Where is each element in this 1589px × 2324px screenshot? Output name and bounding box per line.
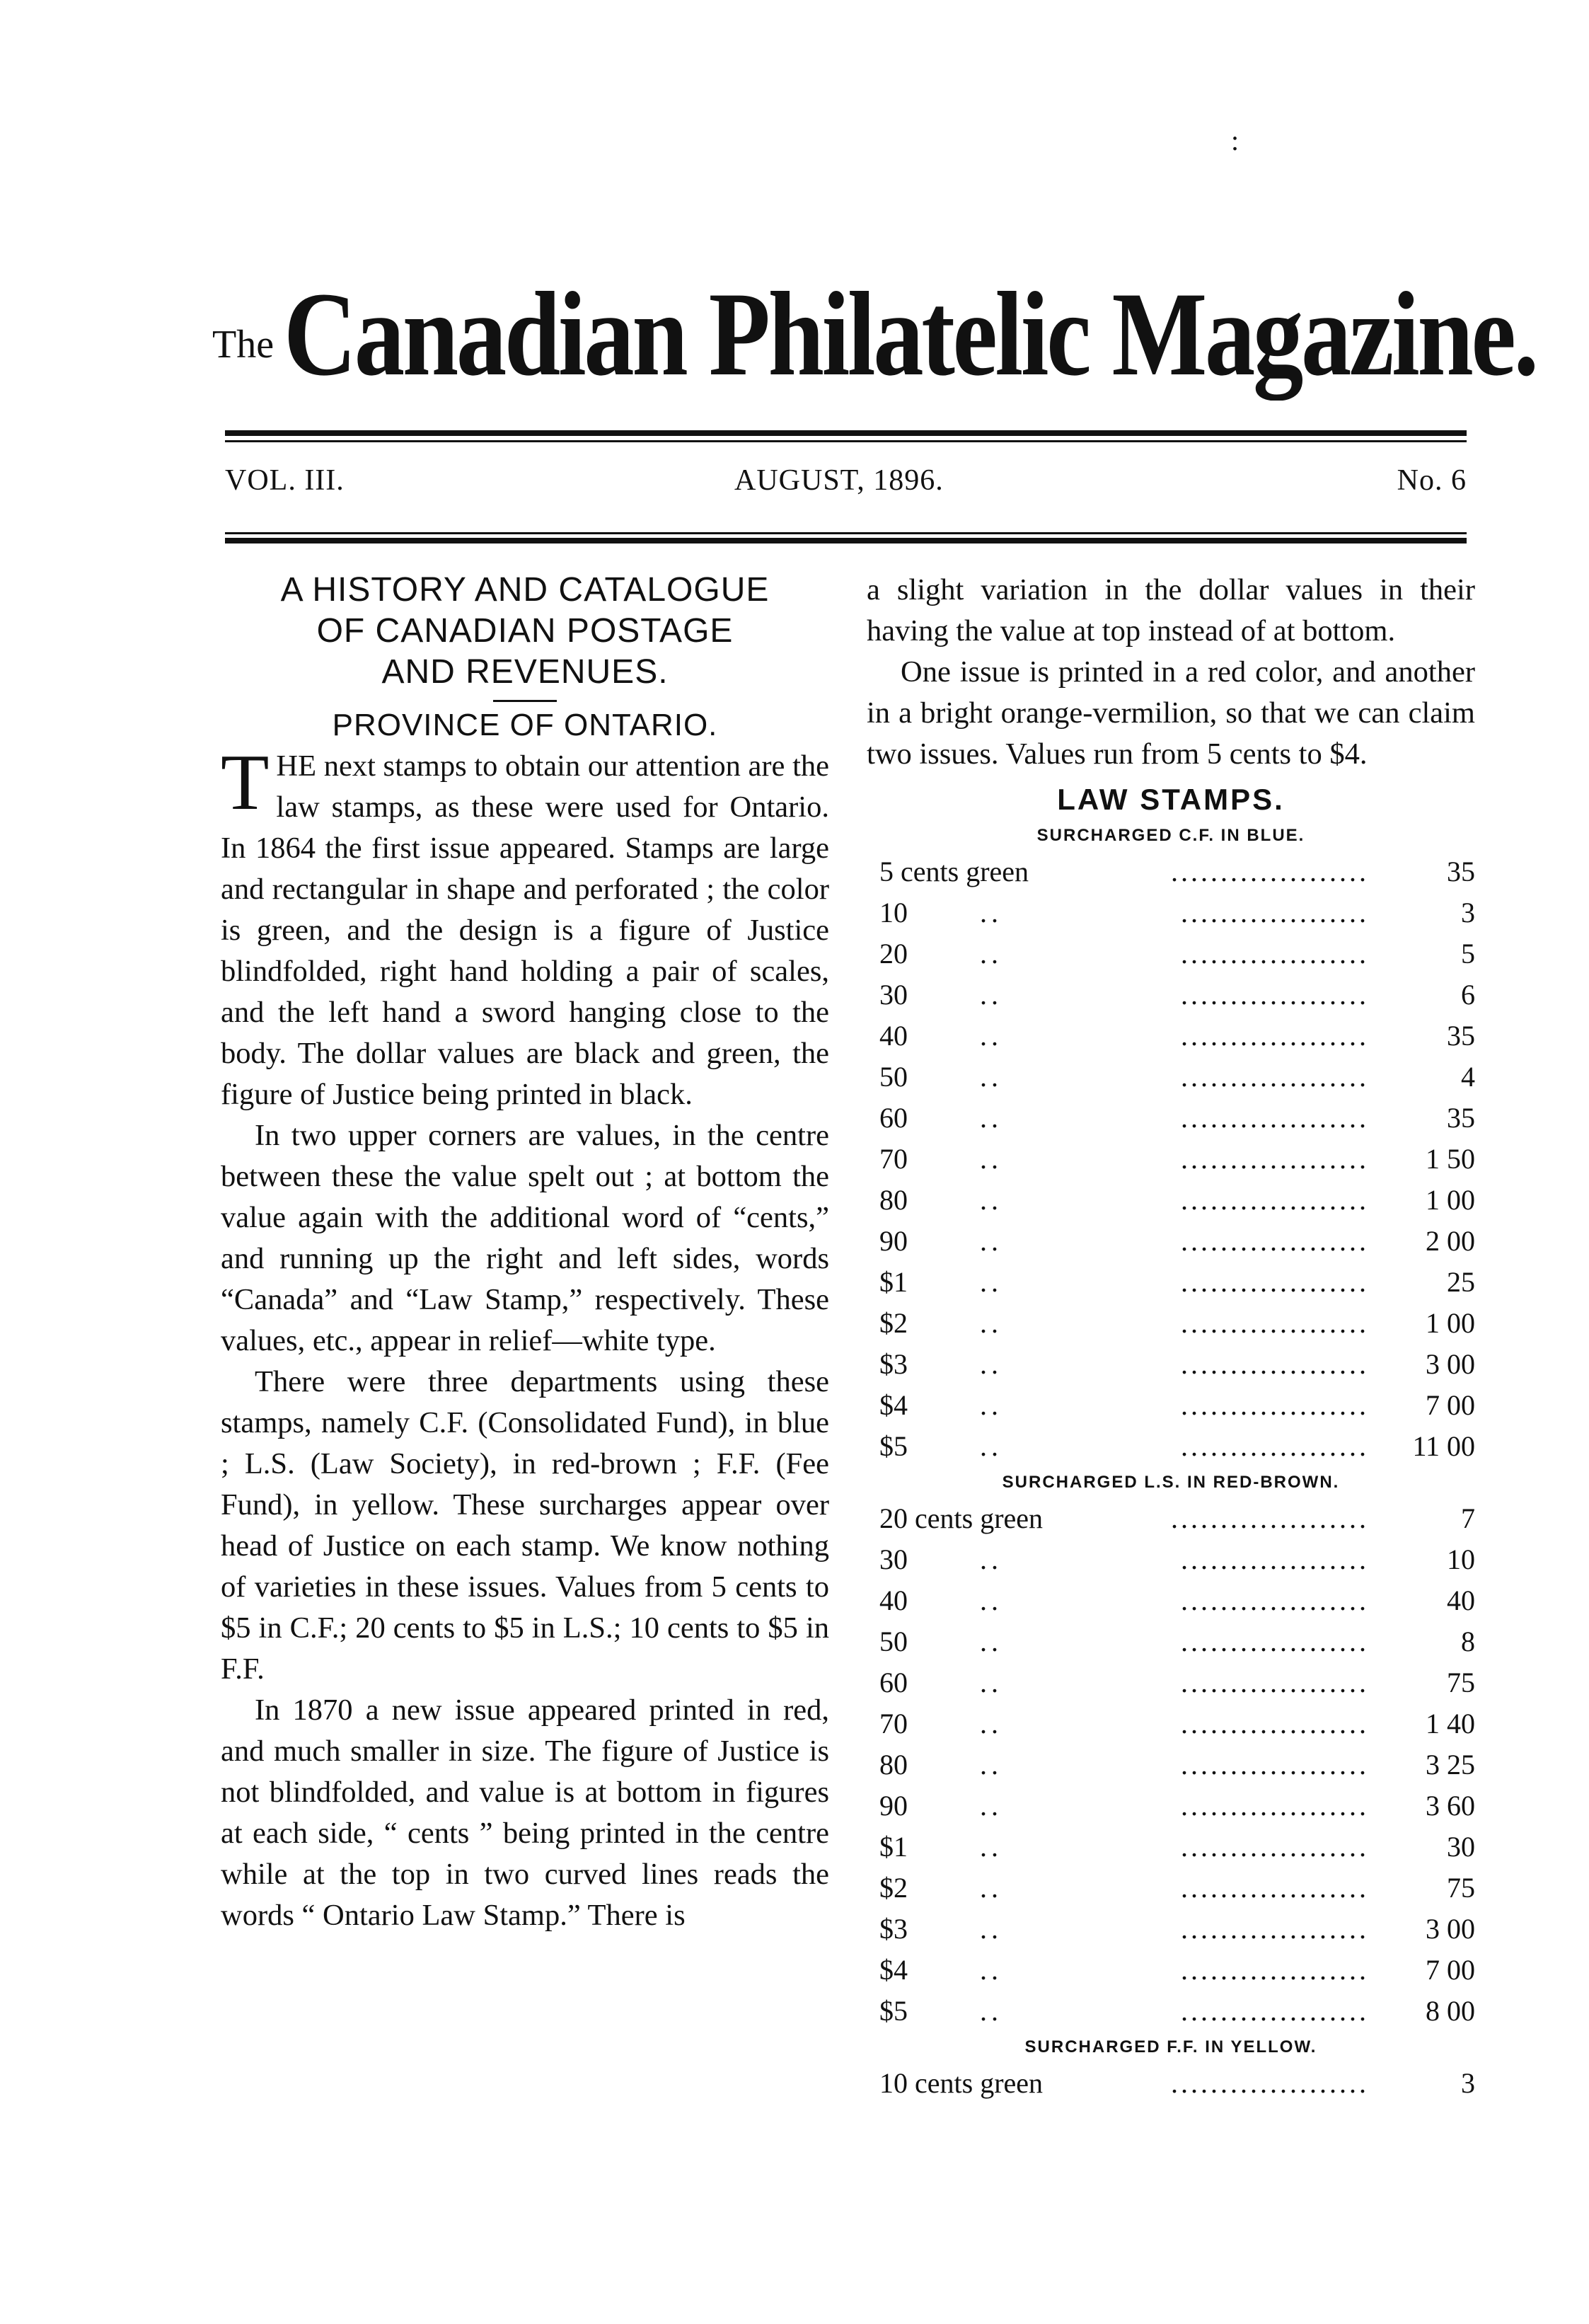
stamp-value: $1 <box>879 1266 908 1298</box>
leader-dots: ................... <box>1181 1954 1369 1986</box>
ditto-mark: .. <box>980 938 1002 970</box>
stamp-value: 80 <box>879 1184 908 1216</box>
leader-dots: ................... <box>1181 1708 1369 1739</box>
article-paragraph: a slight variation in the dollar values in their having the value at top instead of at bottom. <box>867 573 1475 648</box>
stamp-price: 40 <box>1447 1584 1475 1616</box>
leader-dots: ................... <box>1181 938 1369 970</box>
ditto-mark: .. <box>980 1389 1002 1421</box>
stamp-value: 40 <box>879 1020 908 1052</box>
stamp-price: 8 <box>1461 1626 1475 1657</box>
leader-dots: ................... <box>1181 1430 1369 1462</box>
leader-dots: .................... <box>1171 2067 1369 2099</box>
stamp-value: $3 <box>879 1913 908 1945</box>
catalogue-row <box>867 851 1475 892</box>
stamp-price: 35 <box>1447 856 1475 887</box>
drop-cap: T <box>221 739 270 827</box>
catalogue-row <box>867 1868 1475 1909</box>
catalogue-row <box>867 1426 1475 1467</box>
ditto-mark: .. <box>980 1543 1002 1575</box>
article-title-line: AND REVENUES. <box>381 653 669 691</box>
catalogue-section-title: SURCHARGED L.S. IN RED-BROWN. <box>1002 1473 1340 1492</box>
article-title-line: OF CANADIAN POSTAGE <box>316 612 734 650</box>
leader-dots: ................... <box>1181 1143 1369 1175</box>
leader-dots: ................... <box>1181 1667 1369 1698</box>
ditto-mark: .. <box>980 1143 1002 1175</box>
leader-dots: .................... <box>1171 856 1369 887</box>
paragraph-text: HE next stamps to obtain our attention are the law stamps, as these were used for Ontario. In 1864 the first issue appeared. Stamps are large and rectangular in shape and perforated ; the color is green, and the design is a figure of Justice blindfolded, right hand holding a pair of scales, and the left hand a sword hanging close to the body. The dollar values are black and green, the figure of Justice being printed in black. <box>221 749 829 1111</box>
article-paragraph <box>221 739 829 1115</box>
stamp-price: 4 <box>1461 1061 1475 1093</box>
catalogue-row <box>867 1057 1475 1098</box>
stamp-value: 30 <box>879 979 908 1011</box>
ditto-mark: .. <box>980 979 1002 1011</box>
stamp-value: 10 cents green <box>879 2067 1044 2099</box>
stamp-value: 90 <box>879 1790 908 1822</box>
ditto-mark: .. <box>980 1307 1002 1339</box>
volume-number: VOL. III. <box>225 464 345 497</box>
catalogue-row <box>867 1221 1475 1262</box>
right-column <box>867 570 1475 2104</box>
stamp-price: 35 <box>1447 1102 1475 1134</box>
section-heading: PROVINCE OF ONTARIO. <box>332 708 718 742</box>
stamp-price: 3 60 <box>1426 1790 1475 1822</box>
leader-dots: ................... <box>1181 1225 1369 1257</box>
catalogue-row <box>867 1580 1475 1621</box>
catalogue-row <box>867 1827 1475 1868</box>
left-column <box>221 570 829 1936</box>
article-paragraph: There were three departments using these stamps, namely C.F. (Consolidated Fund), in blue ; L.S. (Law Society), in red-brown ; F.F. (Fee Fund), in yellow. These surcharges appear over head of Justice on each stamp. We know nothing of varieties in these issues. Values from 5 cents to $5 in C.F.; 20 cents to $5 in L.S.; 10 cents to $5 in F.F. <box>221 1365 829 1686</box>
catalogue-table <box>867 820 1475 2104</box>
stamp-value: 70 <box>879 1143 908 1175</box>
stamp-value: 70 <box>879 1708 908 1739</box>
ditto-mark: .. <box>980 897 1002 928</box>
catalogue-section-title: SURCHARGED C.F. IN BLUE. <box>1036 826 1305 845</box>
stamp-price: 35 <box>1447 1020 1475 1052</box>
stamp-price: 75 <box>1447 1667 1475 1698</box>
leader-dots: ................... <box>1181 1872 1369 1904</box>
article-title <box>221 570 829 693</box>
stamp-value: $1 <box>879 1831 908 1863</box>
top-rule-thin <box>225 440 1467 442</box>
stamp-value: $2 <box>879 1307 908 1339</box>
ditto-mark: .. <box>980 1995 1002 2027</box>
leader-dots: ................... <box>1181 979 1369 1011</box>
catalogue-row <box>867 1262 1475 1303</box>
leader-dots: ................... <box>1181 1266 1369 1298</box>
article-paragraph: One issue is printed in a red color, and another in a bright orange-vermilion, so that we can claim two issues. Values run from 5 cents to $4. <box>867 655 1475 771</box>
ditto-mark: .. <box>980 1626 1002 1657</box>
ditto-mark: .. <box>980 1749 1002 1781</box>
catalogue-row <box>867 1498 1475 1539</box>
catalogue-heading: LAW STAMPS. <box>1057 783 1285 816</box>
stamp-value: 50 <box>879 1061 908 1093</box>
stamp-price: 7 <box>1461 1502 1475 1534</box>
leader-dots: ................... <box>1181 1307 1369 1339</box>
stamp-value: 60 <box>879 1102 908 1134</box>
catalogue-row <box>867 892 1475 933</box>
stamp-price: 7 00 <box>1426 1389 1475 1421</box>
leader-dots: ................... <box>1181 1389 1369 1421</box>
catalogue-row <box>867 1909 1475 1950</box>
leader-dots: ................... <box>1181 1831 1369 1863</box>
catalogue-row <box>867 933 1475 974</box>
leader-dots: ................... <box>1181 1184 1369 1216</box>
leader-dots: .................... <box>1171 1502 1369 1534</box>
catalogue-row <box>867 1703 1475 1744</box>
catalogue-row <box>867 1344 1475 1385</box>
catalogue-row <box>867 1785 1475 1827</box>
ditto-mark: .. <box>980 1184 1002 1216</box>
article-title-line: A HISTORY AND CATALOGUE <box>280 571 770 609</box>
catalogue-row <box>867 1991 1475 2032</box>
ditto-mark: .. <box>980 1584 1002 1616</box>
stamp-price: 30 <box>1447 1831 1475 1863</box>
leader-dots: ................... <box>1181 1543 1369 1575</box>
catalogue-row <box>867 1539 1475 1580</box>
ditto-mark: .. <box>980 1708 1002 1739</box>
masthead-the: The <box>212 323 275 367</box>
catalogue-row <box>867 1662 1475 1703</box>
stamp-price: 1 50 <box>1426 1143 1475 1175</box>
stamp-value: 5 cents green <box>879 856 1029 887</box>
ditto-mark: .. <box>980 1872 1002 1904</box>
issue-number: No. 6 <box>1397 464 1467 497</box>
ditto-mark: .. <box>980 1831 1002 1863</box>
article-paragraph: In two upper corners are values, in the centre between these the value spelt out ; at bottom the value again with the additional word of “cents,” and running up the right and left sides, words “Canada” and “Law Stamp,” respectively. These values, etc., appear in relief—white type. <box>221 1119 829 1357</box>
ditto-mark: .. <box>980 1020 1002 1052</box>
ditto-mark: .. <box>980 1430 1002 1462</box>
stamp-value: 20 <box>879 938 908 970</box>
leader-dots: ................... <box>1181 1749 1369 1781</box>
leader-dots: ................... <box>1181 1102 1369 1134</box>
stamp-value: 80 <box>879 1749 908 1781</box>
leader-dots: ................... <box>1181 1790 1369 1822</box>
stamp-price: 8 00 <box>1426 1995 1475 2027</box>
catalogue-row <box>867 1621 1475 1662</box>
ditto-mark: .. <box>980 1061 1002 1093</box>
stamp-price: 3 <box>1461 897 1475 928</box>
leader-dots: ................... <box>1181 1061 1369 1093</box>
mid-rule-thin <box>225 532 1467 534</box>
stamp-value: $2 <box>879 1872 908 1904</box>
catalogue-row <box>867 1139 1475 1180</box>
masthead <box>212 265 1537 403</box>
ditto-mark: .. <box>980 1102 1002 1134</box>
catalogue-row <box>867 1016 1475 1057</box>
issue-date: AUGUST, 1896. <box>734 464 944 497</box>
stamp-value: 40 <box>879 1584 908 1616</box>
ditto-mark: .. <box>980 1348 1002 1380</box>
catalogue-row <box>867 1098 1475 1139</box>
leader-dots: ................... <box>1181 1913 1369 1945</box>
stamp-price: 75 <box>1447 1872 1475 1904</box>
leader-dots: ................... <box>1181 1995 1369 2027</box>
stamp-value: 90 <box>879 1225 908 1257</box>
ditto-mark: .. <box>980 1266 1002 1298</box>
mid-rule-thick <box>225 538 1467 543</box>
catalogue-row <box>867 2063 1475 2104</box>
corner-mark: : <box>1231 125 1240 156</box>
stamp-price: 3 00 <box>1426 1913 1475 1945</box>
stamp-price: 1 40 <box>1426 1708 1475 1739</box>
masthead-title: Canadian Philatelic Magazine. <box>284 268 1537 401</box>
stamp-price: 2 00 <box>1426 1225 1475 1257</box>
leader-dots: ................... <box>1181 897 1369 928</box>
catalogue-section-title: SURCHARGED F.F. IN YELLOW. <box>1024 2037 1317 2056</box>
stamp-price: 10 <box>1447 1543 1475 1575</box>
stamp-price: 5 <box>1461 938 1475 970</box>
ditto-mark: .. <box>980 1667 1002 1698</box>
stamp-price: 11 00 <box>1412 1430 1475 1462</box>
stamp-price: 3 <box>1461 2067 1475 2099</box>
stamp-price: 25 <box>1447 1266 1475 1298</box>
stamp-value: $5 <box>879 1995 908 2027</box>
leader-dots: ................... <box>1181 1348 1369 1380</box>
article-paragraph: In 1870 a new issue appeared printed in red, and much smaller in size. The figure of Justice is not blindfolded, and value is at bottom in figures at each side, “ cents ” being printed in the centre while at the top in two curved lines reads the words “ Ontario Law Stamp.” There is <box>221 1693 829 1932</box>
stamp-value: 50 <box>879 1626 908 1657</box>
title-divider <box>493 700 557 702</box>
stamp-value: $4 <box>879 1389 908 1421</box>
ditto-mark: .. <box>980 1790 1002 1822</box>
stamp-price: 6 <box>1461 979 1475 1011</box>
top-rule-thick <box>225 430 1467 436</box>
catalogue-row <box>867 974 1475 1016</box>
stamp-price: 7 00 <box>1426 1954 1475 1986</box>
stamp-price: 3 25 <box>1426 1749 1475 1781</box>
catalogue-row <box>867 1950 1475 1991</box>
catalogue-row <box>867 1385 1475 1426</box>
stamp-price: 1 00 <box>1426 1307 1475 1339</box>
leader-dots: ................... <box>1181 1626 1369 1657</box>
ditto-mark: .. <box>980 1913 1002 1945</box>
stamp-value: 60 <box>879 1667 908 1698</box>
stamp-price: 3 00 <box>1426 1348 1475 1380</box>
leader-dots: ................... <box>1181 1584 1369 1616</box>
catalogue-row <box>867 1744 1475 1785</box>
stamp-value: 30 <box>879 1543 908 1575</box>
stamp-value: $5 <box>879 1430 908 1462</box>
stamp-value: 20 cents green <box>879 1502 1044 1534</box>
catalogue-row <box>867 1303 1475 1344</box>
stamp-value: $4 <box>879 1954 908 1986</box>
ditto-mark: .. <box>980 1225 1002 1257</box>
stamp-price: 1 00 <box>1426 1184 1475 1216</box>
leader-dots: ................... <box>1181 1020 1369 1052</box>
ditto-mark: .. <box>980 1954 1002 1986</box>
stamp-value: 10 <box>879 897 908 928</box>
catalogue-row <box>867 1180 1475 1221</box>
stamp-value: $3 <box>879 1348 908 1380</box>
